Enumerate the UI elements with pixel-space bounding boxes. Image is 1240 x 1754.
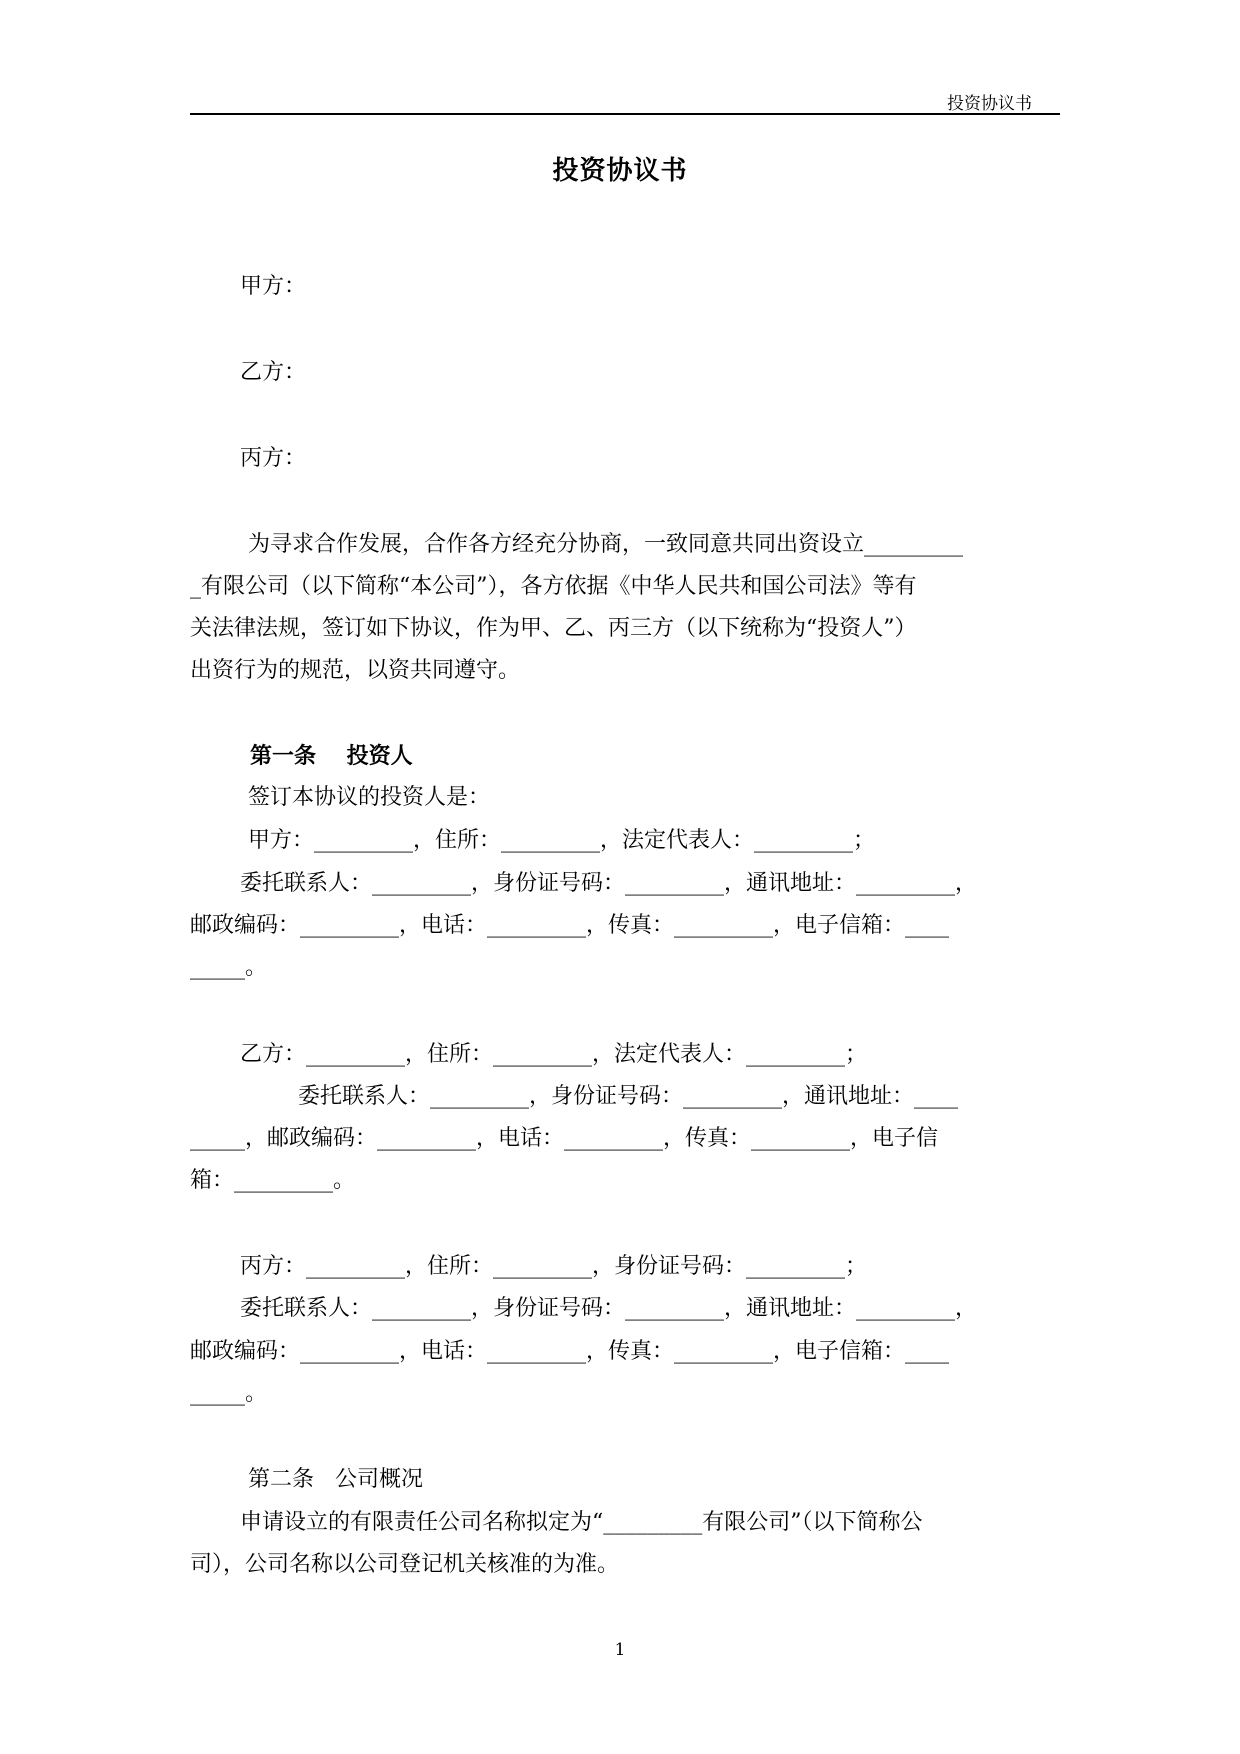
preamble-line: 为寻求合作发展，合作各方经充分协商，一致同意共同出资设立_________	[248, 532, 964, 557]
party-b-detail-line: 乙方：_________，住所：_________，法定代表人：_________；	[240, 1042, 868, 1067]
party-a-detail-line: 邮政编码：_________，电话：_________，传真：_________，电子信箱：____	[190, 913, 950, 938]
party-c-detail-line: 委托联系人：_________，身份证号码：_________，通讯地址：_________，	[240, 1296, 978, 1321]
party-a-detail-line: _____。	[190, 955, 268, 980]
article-2-line: 司），公司名称以公司登记机关核准的为准。	[190, 1552, 620, 1577]
party-a-detail-line: 甲方：_________，住所：_________，法定代表人：_________；	[248, 828, 876, 853]
article-1-intro: 签订本协议的投资人是：	[248, 785, 491, 810]
party-c-detail-line: 丙方：_________，住所：_________，身份证号码：_________；	[240, 1254, 868, 1279]
page-header	[190, 85, 1060, 115]
party-b-detail-line: 委托联系人：_________，身份证号码：_________，通讯地址：____	[298, 1084, 959, 1109]
party-c-label: 丙方：	[240, 446, 307, 471]
party-b-detail-line: _____，邮政编码：_________，电话：_________，传真：_________，电子信	[190, 1126, 939, 1151]
page-number: 1	[614, 1640, 626, 1660]
preamble-line: 出资行为的规范，以资共同遵守。	[190, 658, 521, 683]
article-2-heading: 第二条 公司概况	[248, 1467, 423, 1492]
article-1-heading: 第一条 投资人	[250, 743, 413, 769]
party-a-label: 甲方：	[240, 274, 307, 299]
article-2-line: 申请设立的有限责任公司名称拟定为“_________有限公司”（以下简称公	[240, 1510, 923, 1535]
preamble-line: 关法律法规，签订如下协议，作为甲、乙、丙三方（以下统称为“投资人”）	[190, 616, 917, 641]
party-c-detail-line: _____。	[190, 1381, 268, 1406]
party-b-label: 乙方：	[240, 360, 307, 385]
preamble-line: _有限公司（以下简称“本公司”），各方依据《中华人民共和国公司法》等有	[190, 574, 917, 599]
party-a-detail-line: 委托联系人：_________，身份证号码：_________，通讯地址：_________，	[240, 871, 978, 896]
running-title: 投资协议书	[947, 94, 1032, 114]
party-c-detail-line: 邮政编码：_________，电话：_________，传真：_________，电子信箱：____	[190, 1339, 950, 1364]
party-b-detail-line: 箱：_________。	[190, 1168, 356, 1193]
document-title: 投资协议书	[552, 156, 688, 186]
